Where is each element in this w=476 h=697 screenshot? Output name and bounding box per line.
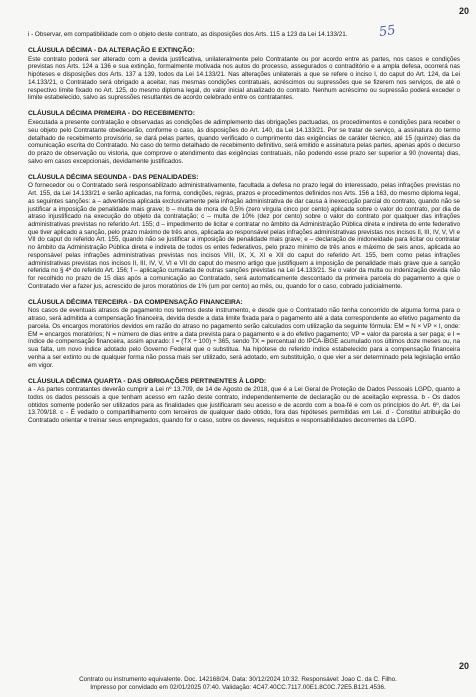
text-line: procedimentos e condições para receber o seu objeto pelo Contratante obedecerão, conforme o caso, às xyxy=(28,119,460,134)
text-line: d - Constitui atribuição do Contratado orientar e treinar seus empregados, quando for o caso, sobre os deveres, xyxy=(28,409,461,425)
text-line: b - Os dados obtidos somente poderão ser utilizados para as finalidades que justificaram seu acesso e de acordo xyxy=(28,393,460,409)
text-line: Proteção de Dados Pessoais LGPD, quanto a todos os dados pessoais a que tenham acesso em razão deste xyxy=(28,386,460,401)
text-line: (TX ÷ 100) ÷ 365, sendo TX = percentual do IPCA-IBGE acumulado nos últimos doze meses ou, na sua falta, um xyxy=(28,338,461,354)
text-line: Contratado, será automaticamente descontado da primeira parcela do pagamento a que o Contratado vier a fazer xyxy=(28,275,461,290)
text-line: novo índice adotado pelo Governo Federal que o substitua. Na hipótese do referido índice estabelecido para a xyxy=(68,346,389,354)
page-number-bottom: 20 xyxy=(458,661,469,671)
text-line: moratórios devidos em razão do atraso no pagamento serão calculados com utilização da seguinte fórmula: EM = xyxy=(89,322,410,330)
clause-paragraph xyxy=(28,119,460,165)
text-line: interessado, pelas infrações previstas no Art. 155, da Lei 14.133/21 e serão aplicadas, na forma, condições, xyxy=(28,182,460,198)
clause-paragraph xyxy=(28,31,460,39)
text-line: quando não se justificar a imposição de penalidade mais grave; b – multa de mora de 0,5% (zero vírgula cinco por xyxy=(28,197,461,213)
text-line: verificado o cumprimento das exigências de caráter técnico, até 15 (quinze) dias da comunicação escrita do xyxy=(28,134,461,150)
text-line: disposições do Art. 140, da Lei 14.133/21. xyxy=(205,126,326,134)
text-line: Nas alterações unilaterais a que se refere o inciso I, do caput do Art. 124, da Lei 14.133/21, o Contratado será xyxy=(28,71,460,86)
text-line: imposição de penalidade mais grave; e – declaração de inidoneidade para licitar ou contratar no âmbito da xyxy=(28,236,460,252)
text-line: Nos casos de eventuais atrasos de pagamento nos termos deste instrumento, e desde que o Contratado não xyxy=(28,307,340,315)
text-line: referido Art. 155; d – impedimento de licitar e contratar no âmbito da Administração Pública direta e indireta do ente xyxy=(107,220,431,228)
text-line: com a boa-fé e com os princípios do Art. 6º, da Lei 13.709/18. xyxy=(28,401,460,417)
text-line: do processo, assegurados o contraditório e a ampla defesa, ocorrerá nas hipóteses e disposições dos Arts. 137 a xyxy=(28,63,461,79)
text-line: celebrado entre os contratantes. xyxy=(203,94,294,102)
text-line: CLÁUSULA DÉCIMA QUARTA - DAS OBRIGAÇÕES PERTINENTES À LGPD: xyxy=(28,377,267,385)
text-line: após o decurso do prazo de observação ou vistoria, que comprove o atendimento das exigências contratuais, não xyxy=(28,142,460,157)
text-line: CLÁUSULA DÉCIMA - DA ALTERAÇÃO E EXTINÇÃO: xyxy=(28,47,195,55)
text-line: CLÁUSULA DÉCIMA SEGUNDA - DAS PENALIDADES: xyxy=(28,173,199,181)
text-line: obrigado a aceitar, nas mesmas condições contratuais, acréscimos ou supressões que se fizerem nos serviços, de xyxy=(114,78,444,86)
text-line: c - É vedado o compartilhamento com terceiros de qualquer dado obtido, fora das hipóteses permitidas em Lei. xyxy=(60,409,384,417)
text-line: as partes, nos casos e condições previstas nos Arts. 124 a 136 e sua extinção, formalmente motivada nos autos xyxy=(28,55,461,71)
text-line: 14.133/21. xyxy=(317,31,348,38)
text-line: requisitos e responsabilidades decorrentes da LGPD. xyxy=(267,417,417,425)
text-line: N × VP × I, onde: EM = encargos moratórios; N = número de dias entre a data prevista para o pagamento e a do xyxy=(28,322,461,338)
footer-validation-info: Impresso por convidado em 02/01/2025 07:40. Validação: 4C47.40CC.7117.00E1.8C0C.72E5.B121.4536. xyxy=(90,684,386,691)
contract-body xyxy=(28,31,460,425)
text-line: cento) aplicada sobre o valor do contrato, por dia de atraso injustificado na execução do objeto da contratação; c – xyxy=(28,205,460,221)
text-line: referido Art. 156; f – aplicação cumulada de outras sanções previstas na Lei 14.133/21. xyxy=(81,267,327,275)
text-line: jus, acrescido de juros moratórios de 1% (um por cento) ao mês, ou, quando for o caso, cobrado judicialmente. xyxy=(93,282,403,290)
text-line: Por se tratar de serviço, a assinatura do termo detalhado de recebimento provisório, se dará pelas partes, quando xyxy=(28,126,460,142)
clause-title xyxy=(28,110,460,118)
clause-paragraph xyxy=(28,386,460,425)
text-line: compensação financeira venha a ser extinto ou de qualquer forma não possa mais ser utilizado, será adotado, em xyxy=(28,346,461,361)
clause-paragraph xyxy=(28,56,460,102)
text-line: acréscimo ou supressão poderá exceder o limite estabelecido, salvo as supressões resultantes de acordo xyxy=(28,86,460,102)
text-line: a - As partes contratantes deverão cumprir a Lei nº 13.709, de 14 de Agosto de 2018, que é a Lei Geral de xyxy=(28,386,329,394)
text-line: seis anos, aplicada ao responsável pelas infrações administrativas previstas nos incisos VIII, IX, X, XI e XII do xyxy=(28,244,460,259)
footer-document-info: Contrato ou instrumento equivalente. Doc. 142168/24. Data: 30/12/2024 10:32. Responsável: Joao C. da C. Filho. xyxy=(79,676,397,683)
text-line: caput do mesmo artigo que justifiquem a imposição de penalidade mais grave que a sanção referida no § 4º do xyxy=(28,259,460,275)
clause-title xyxy=(28,47,460,55)
clause-title xyxy=(28,378,460,386)
text-line: contrato, independentemente de declaração ou de aceitação expressa. xyxy=(215,393,419,401)
clause-title xyxy=(28,174,460,182)
text-line: O fornecedor ou o Contratado será responsabilizado administrativamente, facultada a defesa no prazo legal do xyxy=(28,182,343,190)
text-line: Administração Pública direta e indireta de todos os entes federativos, pelo prazo mínimo de três anos e máximo de xyxy=(66,244,395,252)
text-line: Este contrato poderá ser alterado com a devida justificativa, unilateralmente pelo Contratante ou por acordo entre xyxy=(28,55,360,63)
text-line: Executada a presente contratação e observadas as condições de adimplemento das obrigações pactuadas, os xyxy=(28,119,339,127)
text-line: administrativas previstas nos incisos II, III, IV, V, VI e VII do caput do referido Art. 155, quando não se justificar a xyxy=(28,228,461,244)
text-line: caput do referido Art. 155, bem como pelas infrações administrativas previstas nos incisos II, III, IV, V, VI e VII do xyxy=(28,251,461,267)
text-line: até o respectivo limite fixado no Art. 125, do mesmo diploma legal, do valor inicial atualizado do contrato. Nenhum xyxy=(28,78,461,94)
page-number-top: 20 xyxy=(458,6,469,16)
text-line: multa de 10% (dez por cento) sobre o valor do contrato por qualquer das infrações administrativas previstas no xyxy=(28,213,460,228)
text-line: tenha concorrido de alguma forma para o atraso, será admitida a compensação financeira, devida desde a data xyxy=(28,307,461,323)
text-line: CLÁUSULA DÉCIMA TERCEIRA - DA COMPENSAÇÃO FINANCEIRA: xyxy=(28,298,243,306)
text-line: CLÁUSULA DÉCIMA PRIMEIRA - DO RECEBIMENTO: xyxy=(28,110,195,118)
handwritten-initials: 55 xyxy=(378,22,397,41)
text-line: Contratado. No caso do termo detalhado de recebimento definitivo, será emitido e assinatura pelas partes, apenas xyxy=(95,142,416,150)
text-line: regras, prazos e procedimentos definidos nos Arts. 156 a 163, do mesmo diploma legal, as seguintes sanções: a – xyxy=(28,190,460,205)
text-line: substituição, o que vier a ser determinado pela legislação então em vigor. xyxy=(28,353,461,369)
text-line: podendo esse prazo ser superior a 90 (noventa) dias, salvo em casos excepcionais, devidamente justificados. xyxy=(28,149,461,165)
text-line: federativo que tiver aplicado a sanção, pelo prazo máximo de três anos, aplicada ao responsável pelas infrações xyxy=(28,220,461,236)
text-line: 139, todos da Lei 14.133/21. xyxy=(143,71,226,79)
document-footer xyxy=(0,676,476,692)
clause-paragraph xyxy=(28,182,460,290)
text-line: efetivo pagamento; VP = valor da parcela a ser paga; e I = índice de compensação financeira, assim apurado: I = xyxy=(28,330,461,346)
text-line: i - Observar, em compatibilidade com o objeto deste contrato, as disposições dos Arts. 115 a 123 da Lei xyxy=(28,31,317,38)
text-line: limite fixada para o pagamento até a data correspondente ao efetivo pagamento da parcela. Os encargos xyxy=(28,315,460,330)
clause-title xyxy=(28,299,460,307)
text-line: Se o valor da multa ou indenização devida não for recolhido no prazo de 15 dias após a comunicação ao xyxy=(28,267,461,283)
clause-paragraph xyxy=(28,307,460,369)
text-line: advertência aplicada exclusivamente pela infração administrativa de dar causa à inexecução parcial do contrato, xyxy=(102,197,417,205)
